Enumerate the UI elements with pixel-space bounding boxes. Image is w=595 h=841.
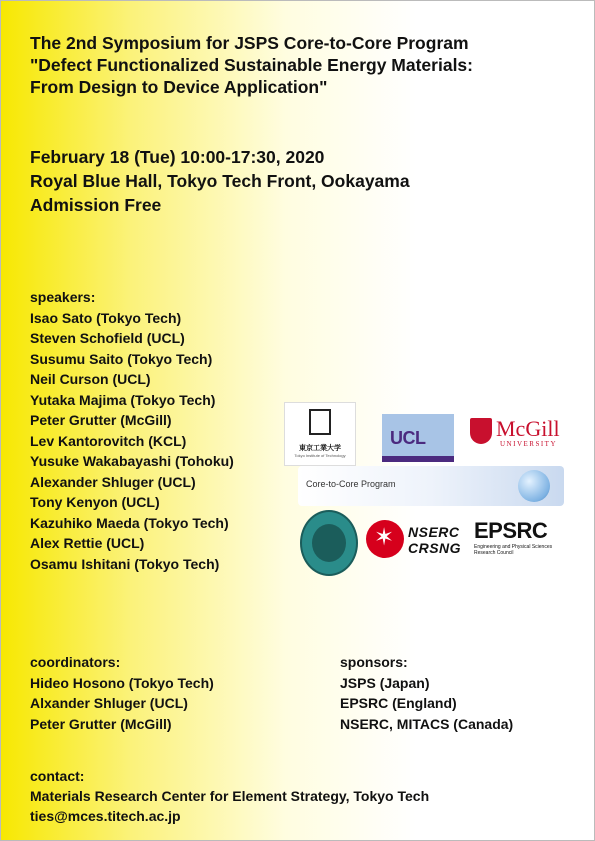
contact-label: contact: <box>30 768 85 784</box>
contact-section <box>30 766 429 826</box>
event-date: February 18 (Tue) 10:00-17:30, 2020 <box>30 147 325 167</box>
speaker-item: Susumu Saito (Tokyo Tech) <box>30 350 213 367</box>
speaker-item: Yutaka Majima (Tokyo Tech) <box>30 391 216 408</box>
globe-icon <box>518 470 550 502</box>
speaker-item: Alexander Shluger (UCL) <box>30 473 196 490</box>
event-title <box>30 32 473 98</box>
contact-org: Materials Research Center for Element Strategy, Tokyo Tech <box>30 788 430 804</box>
speaker-item: Peter Grutter (McGill) <box>30 412 172 428</box>
coordinators-label: coordinators: <box>30 654 121 670</box>
speakers-label: speakers: <box>30 289 96 305</box>
title-line-2: "Defect Functionalized Sustainable Energy Materials: <box>30 55 473 75</box>
maple-leaf-icon <box>366 520 404 558</box>
event-admission: Admission Free <box>30 195 162 215</box>
jsps-seal-inner-icon <box>312 524 346 562</box>
tokyo-tech-logo-sub: Tokyo Institute of Technology <box>294 453 346 458</box>
speaker-item: Isao Sato (Tokyo Tech) <box>30 309 182 326</box>
sponsor-item: EPSRC (England) <box>340 695 457 711</box>
event-details <box>30 145 410 217</box>
mcgill-logo-text: McGill <box>496 416 560 441</box>
coordinator-item: Alxander Shluger (UCL) <box>30 695 188 711</box>
mcgill-shield-icon <box>470 418 492 444</box>
epsrc-logo-sub: Engineering and Physical Sciences Research Council <box>474 544 553 556</box>
tokyo-tech-emblem-icon <box>309 409 331 435</box>
event-venue: Royal Blue Hall, Tokyo Tech Front, Ookayama <box>30 171 410 191</box>
speaker-item: Tony Kenyon (UCL) <box>30 494 160 510</box>
speaker-item: Lev Kantorovitch (KCL) <box>30 432 187 449</box>
sponsors-label: sponsors: <box>340 654 408 670</box>
sponsor-item: JSPS (Japan) <box>340 674 430 691</box>
nserc-logo-text: NSERC <box>408 524 460 540</box>
core-to-core-logo-text: Core-to-Core Program <box>306 479 396 489</box>
core-to-core-logo <box>298 466 564 506</box>
speaker-item: Yusuke Wakabayashi (Tohoku) <box>30 453 234 469</box>
coordinator-item: Peter Grutter (McGill) <box>30 715 172 732</box>
tokyo-tech-logo <box>284 402 356 466</box>
speaker-item: Kazuhiko Maeda (Tokyo Tech) <box>30 514 229 531</box>
speaker-item: Osamu Ishitani (Tokyo Tech) <box>30 555 220 572</box>
crsng-logo-text: CRSNG <box>408 540 462 556</box>
sponsors-section <box>340 652 513 734</box>
coordinator-item: Hideo Hosono (Tokyo Tech) <box>30 674 214 691</box>
mcgill-logo <box>470 412 570 452</box>
title-line-3: From Design to Device Application" <box>30 77 328 97</box>
speaker-item: Steven Schofield (UCL) <box>30 330 185 346</box>
ucl-logo <box>382 414 454 462</box>
coordinators-section <box>30 652 214 734</box>
epsrc-logo-text: EPSRC <box>474 518 548 543</box>
tokyo-tech-logo-text: 東京工業大学 <box>299 445 341 452</box>
speaker-item: Neil Curson (UCL) <box>30 371 151 387</box>
mcgill-logo-sub: UNIVERSITY <box>500 440 557 448</box>
speakers-section <box>30 287 234 574</box>
title-line-1: The 2nd Symposium for JSPS Core-to-Core Program <box>30 33 469 53</box>
speaker-item: Alex Rettie (UCL) <box>30 535 145 551</box>
ucl-logo-text: UCL <box>390 428 426 448</box>
sponsor-item: NSERC, MITACS (Canada) <box>340 715 514 732</box>
contact-email[interactable]: ties@mces.titech.ac.jp <box>30 808 181 824</box>
epsrc-logo <box>474 518 570 562</box>
nserc-logo <box>366 516 466 562</box>
jsps-seal-logo <box>300 510 358 576</box>
ucl-logo-bar <box>382 456 454 462</box>
